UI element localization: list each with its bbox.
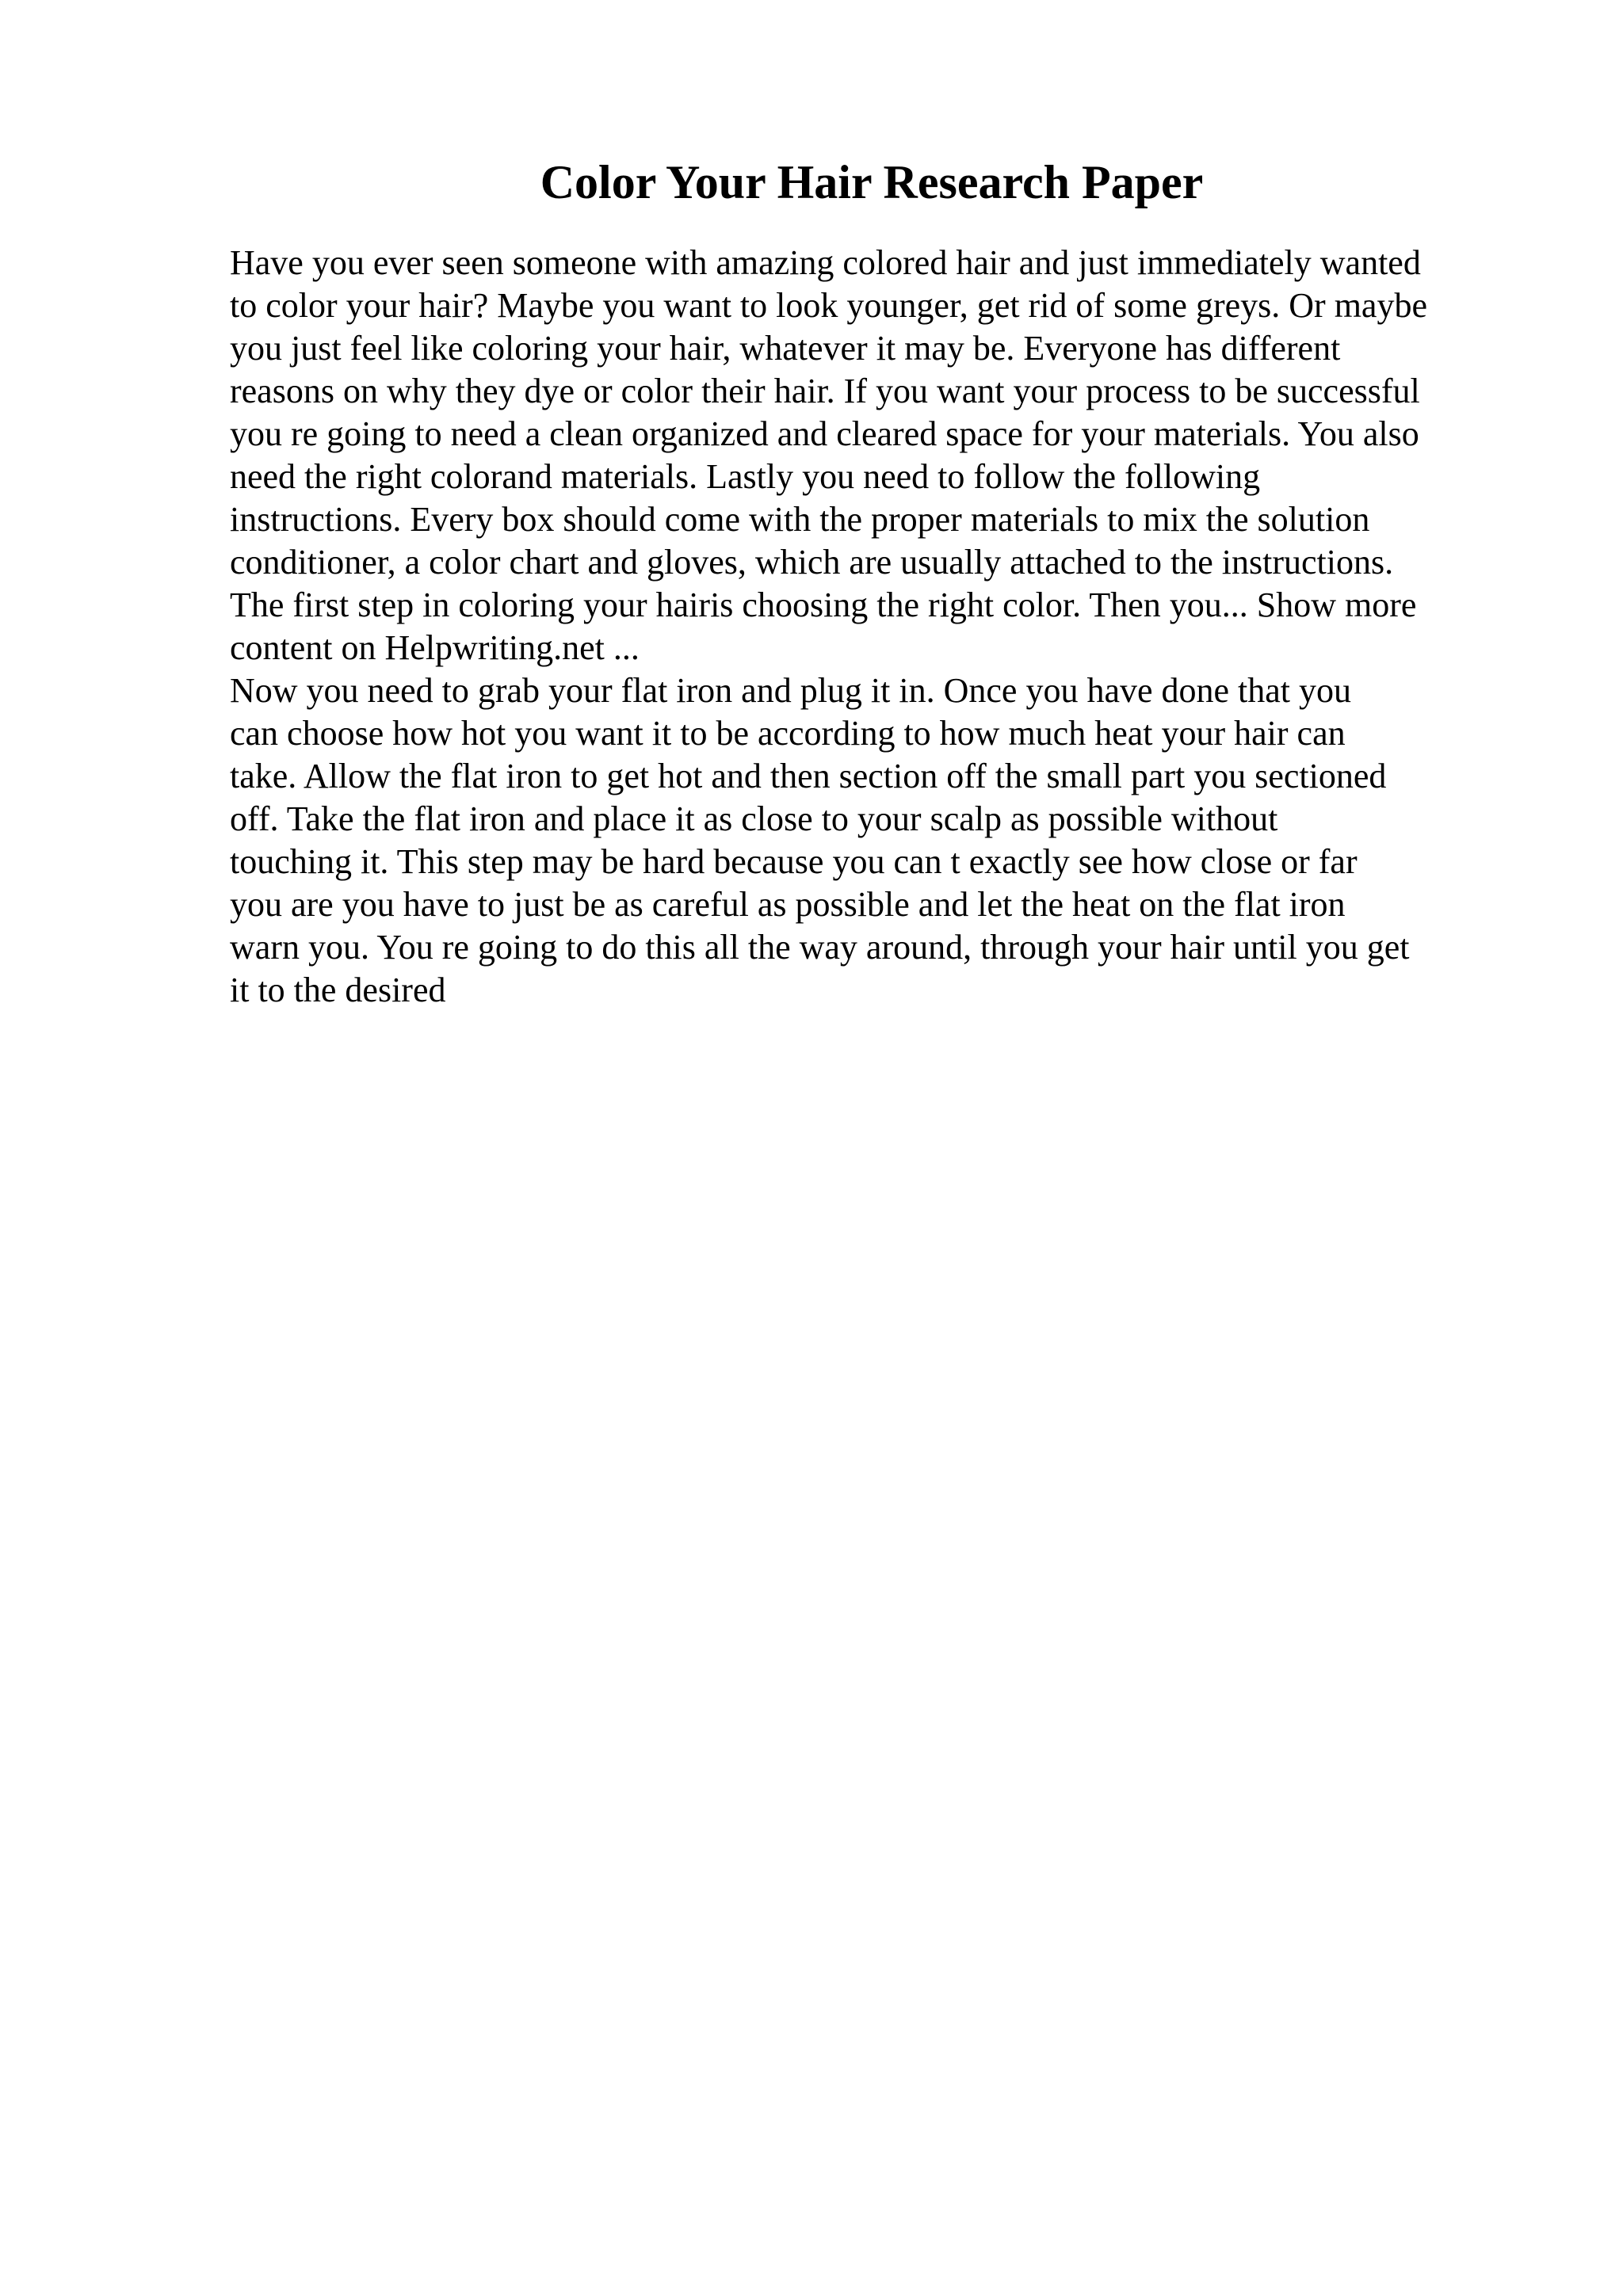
text-line: Now you need to grab your flat iron and plug it in. Once you have done that you — [230, 671, 1352, 710]
text-line: Have you ever seen someone with amazing colored hair and just immediately wanted — [230, 243, 1421, 282]
text-line: you re going to need a clean organized and cleared space for your materials. You also — [230, 414, 1419, 453]
text-line: reasons on why they dye or color their hair. If you want your process to be successful — [230, 372, 1420, 410]
body-text — [230, 242, 1514, 1012]
text-line: content on Helpwriting.net ... — [230, 628, 640, 667]
text-line: it to the desired — [230, 971, 446, 1009]
text-line: you are you have to just be as careful as possible and let the heat on the flat iron — [230, 885, 1346, 924]
text-line: need the right colorand materials. Lastly you need to follow the following — [230, 457, 1261, 496]
text-line: you just feel like coloring your hair, whatever it may be. Everyone has different — [230, 329, 1341, 368]
text-line: warn you. You re going to do this all the way around, through your hair until you get — [230, 928, 1410, 967]
text-line: to color your hair? Maybe you want to look younger, get rid of some greys. Or maybe — [230, 286, 1427, 325]
text-line: can choose how hot you want it to be according to how much heat your hair can — [230, 714, 1346, 753]
text-line: take. Allow the flat iron to get hot and then section off the small part you sectioned — [230, 757, 1387, 795]
text-line: off. Take the flat iron and place it as close to your scalp as possible without — [230, 799, 1278, 838]
text-line: instructions. Every box should come with the proper materials to mix the solution — [230, 500, 1370, 539]
page-title: Color Your Hair Research Paper — [540, 156, 1204, 208]
text-line: conditioner, a color chart and gloves, which are usually attached to the instructions. — [230, 543, 1394, 582]
text-line: The first step in coloring your hairis choosing the right color. Then you... Show more — [230, 585, 1417, 624]
text-line: touching it. This step may be hard because you can t exactly see how close or far — [230, 842, 1358, 881]
